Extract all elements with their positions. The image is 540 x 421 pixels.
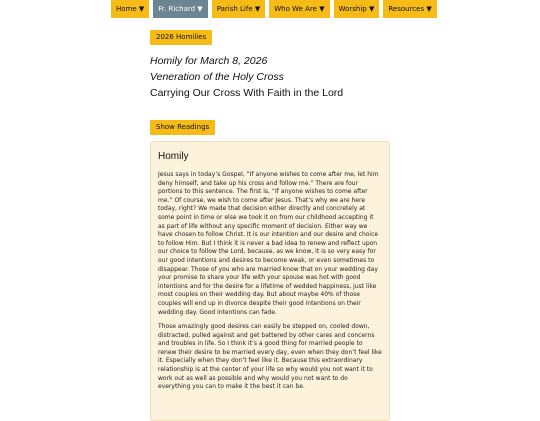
nav-home[interactable]: Home ▼ bbox=[111, 0, 149, 18]
main-content bbox=[150, 24, 390, 421]
show-readings-button[interactable]: Show Readings bbox=[150, 120, 215, 135]
homily-title: Carrying Our Cross With Faith in the Lord bbox=[150, 87, 344, 99]
main-nav bbox=[111, 0, 437, 18]
nav-fr-richard[interactable]: Fr. Richard ▼ bbox=[153, 0, 207, 18]
homily-feast: Veneration of the Holy Cross bbox=[150, 71, 284, 83]
nav-resources[interactable]: Resources ▼ bbox=[383, 0, 436, 18]
homilies-2026-button[interactable]: 2026 Homilies bbox=[150, 30, 212, 45]
homily-card-title: Homily bbox=[158, 151, 189, 162]
nav-who-we-are[interactable]: Who We Are ▼ bbox=[269, 0, 329, 18]
nav-worship[interactable]: Worship ▼ bbox=[334, 0, 380, 18]
nav-parish-life[interactable]: Parish Life ▼ bbox=[212, 0, 266, 18]
homily-header bbox=[150, 53, 390, 101]
homily-paragraph: Jesus says in today’s Gospel, “If anyone wishes to come after me, let him deny himself, and take up his cross and follow me.” There are four portions to this sentence. The first is, “If anyone wishes to come after me.” Of course, we wish to come after Jesus. That’s why we are here today, right? We made that decision either directly and concretely at some point in time or else we took it on from our childhood accepting it as part of life without any specific moment of decision. Either way we have chosen to follow Christ. It is our intention and our desire and choice to follow Him. But I think it is never a bad idea to renew and reflect upon our choice to follow the Lord, because, as we know, it is so very easy for our good intentions and desires to become weak, or even sometimes to disappear. Those of you who are married know that on your wedding day your promise to share your life with your spouse was hot with good intentions and for the desire for a lifetime of wedded happiness, just like most couples on their wedding day. But about maybe 40% of those couples will end up in divorce despite their good intentions on their wedding day. Good intentions can fade. bbox=[158, 171, 379, 316]
homily-paragraph: Those amazingly good desires can easily be stepped on, cooled down, distracted, pulled against and get battered by other cares and concerns and troubles in life. So I think it’s a good thing for married people to renew their desire to be married every day, even when they don’t feel like it. Especially when they don’t feel like it. Because this extraordinary relationship is at the center of your life so why would you not want it to work out as well as possible and why would you not want to do everything you can to make it the best it can be. bbox=[158, 323, 382, 391]
homily-date: Homily for March 8, 2026 bbox=[150, 55, 268, 67]
homily-card bbox=[150, 141, 390, 421]
